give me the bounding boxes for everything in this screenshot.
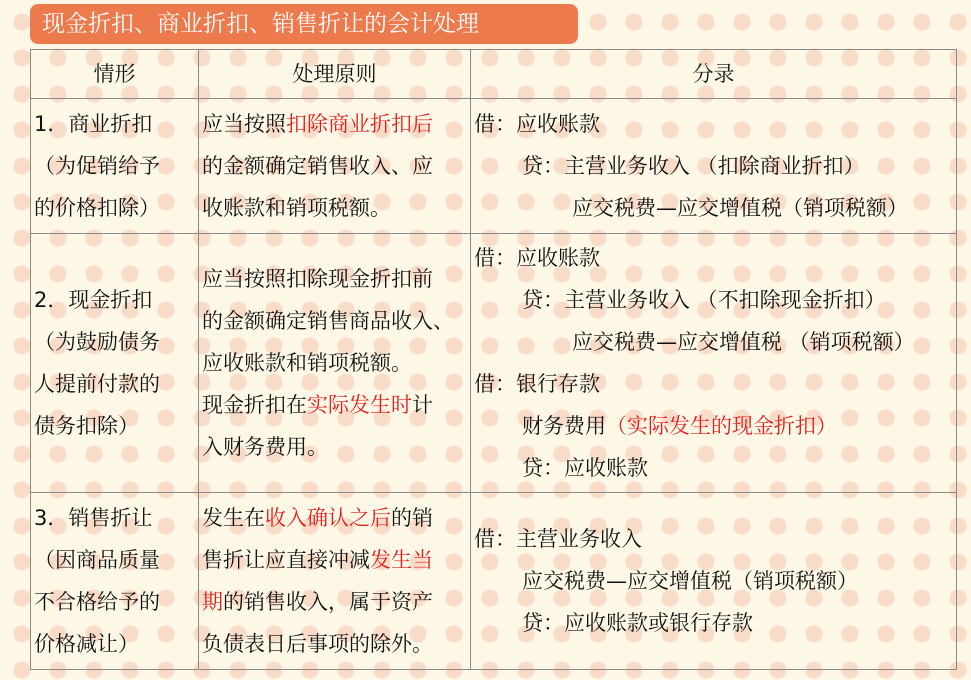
page-title: 现金折扣、商业折扣、销售折让的会计处理 <box>30 4 578 44</box>
case-line: 的价格扣除） <box>34 196 160 220</box>
principle-text: 收账款和销项税额。 <box>202 196 391 220</box>
table-row <box>31 493 957 670</box>
principle-text: 发生在 <box>202 506 265 530</box>
entry-cell <box>471 493 957 670</box>
case-cell <box>31 234 199 493</box>
entry-line: 财务费用 <box>522 414 606 438</box>
entry-line: 贷：应收账款 <box>522 456 648 480</box>
header-entry: 分录 <box>471 50 957 99</box>
principle-highlight: 扣除商业折扣后 <box>286 112 433 136</box>
entry-line: 应交税费—应交增值税 （销项税额） <box>572 330 915 354</box>
entry-highlight: （实际发生的现金折扣） <box>606 414 837 438</box>
principle-cell <box>199 99 471 234</box>
case-line: 2．现金折扣 <box>34 288 153 312</box>
case-line: 价格减让） <box>34 632 139 656</box>
entry-line: 应交税费—应交增值税（销项税额） <box>522 569 858 593</box>
principle-text: 现金折扣在 <box>202 393 307 417</box>
principle-highlight: 期 <box>202 590 223 614</box>
principle-text: 的销 <box>391 506 433 530</box>
header-case: 情形 <box>31 50 199 99</box>
case-line: 3．销售折让 <box>34 506 153 530</box>
principle-text: 入财务费用。 <box>202 435 328 459</box>
principle-text: 计 <box>412 393 433 417</box>
case-cell <box>31 493 199 670</box>
principle-highlight: 收入确认之后 <box>265 506 391 530</box>
principle-highlight: 发生当 <box>370 548 433 572</box>
case-line: （因商品质量 <box>34 548 160 572</box>
case-line: 1．商业折扣 <box>34 112 153 136</box>
table-row <box>31 99 957 234</box>
entry-line: 借：银行存款 <box>474 372 600 396</box>
principle-text: 负债表日后事项的除外。 <box>202 632 433 656</box>
entry-line: 贷：主营业务收入 （扣除商业折扣） <box>522 154 865 178</box>
case-line: （为鼓励债务 <box>34 330 160 354</box>
case-line: 不合格给予的 <box>34 590 160 614</box>
principle-text: 的金额确定销售收入、应 <box>202 154 433 178</box>
table-row <box>31 234 957 493</box>
entry-line: 贷：应收账款或银行存款 <box>522 611 753 635</box>
entry-line: 借：主营业务收入 <box>474 527 642 551</box>
entry-cell <box>471 234 957 493</box>
principle-text: 应收账款和销项税额。 <box>202 351 412 375</box>
principle-text: 应当按照扣除现金折扣前 <box>202 267 433 291</box>
principle-text: 应当按照 <box>202 112 286 136</box>
case-line: （为促销给予 <box>34 154 160 178</box>
principle-cell <box>199 493 471 670</box>
case-line: 人提前付款的 <box>34 372 160 396</box>
table-header-row <box>31 50 957 99</box>
accounting-table <box>30 49 957 670</box>
principle-text: 的销售收入，属于资产 <box>223 590 433 614</box>
entry-line: 应交税费—应交增值税（销项税额） <box>572 196 908 220</box>
principle-text: 售折让应直接冲减 <box>202 548 370 572</box>
entry-line: 借：应收账款 <box>474 246 600 270</box>
case-line: 债务扣除） <box>34 414 139 438</box>
principle-text: 的金额确定销售商品收入、 <box>202 309 454 333</box>
principle-highlight: 实际发生时 <box>307 393 412 417</box>
case-cell <box>31 99 199 234</box>
entry-line: 借：应收账款 <box>474 112 600 136</box>
entry-cell <box>471 99 957 234</box>
entry-line: 贷：主营业务收入 （不扣除现金折扣） <box>522 288 886 312</box>
principle-cell <box>199 234 471 493</box>
header-principle: 处理原则 <box>199 50 471 99</box>
